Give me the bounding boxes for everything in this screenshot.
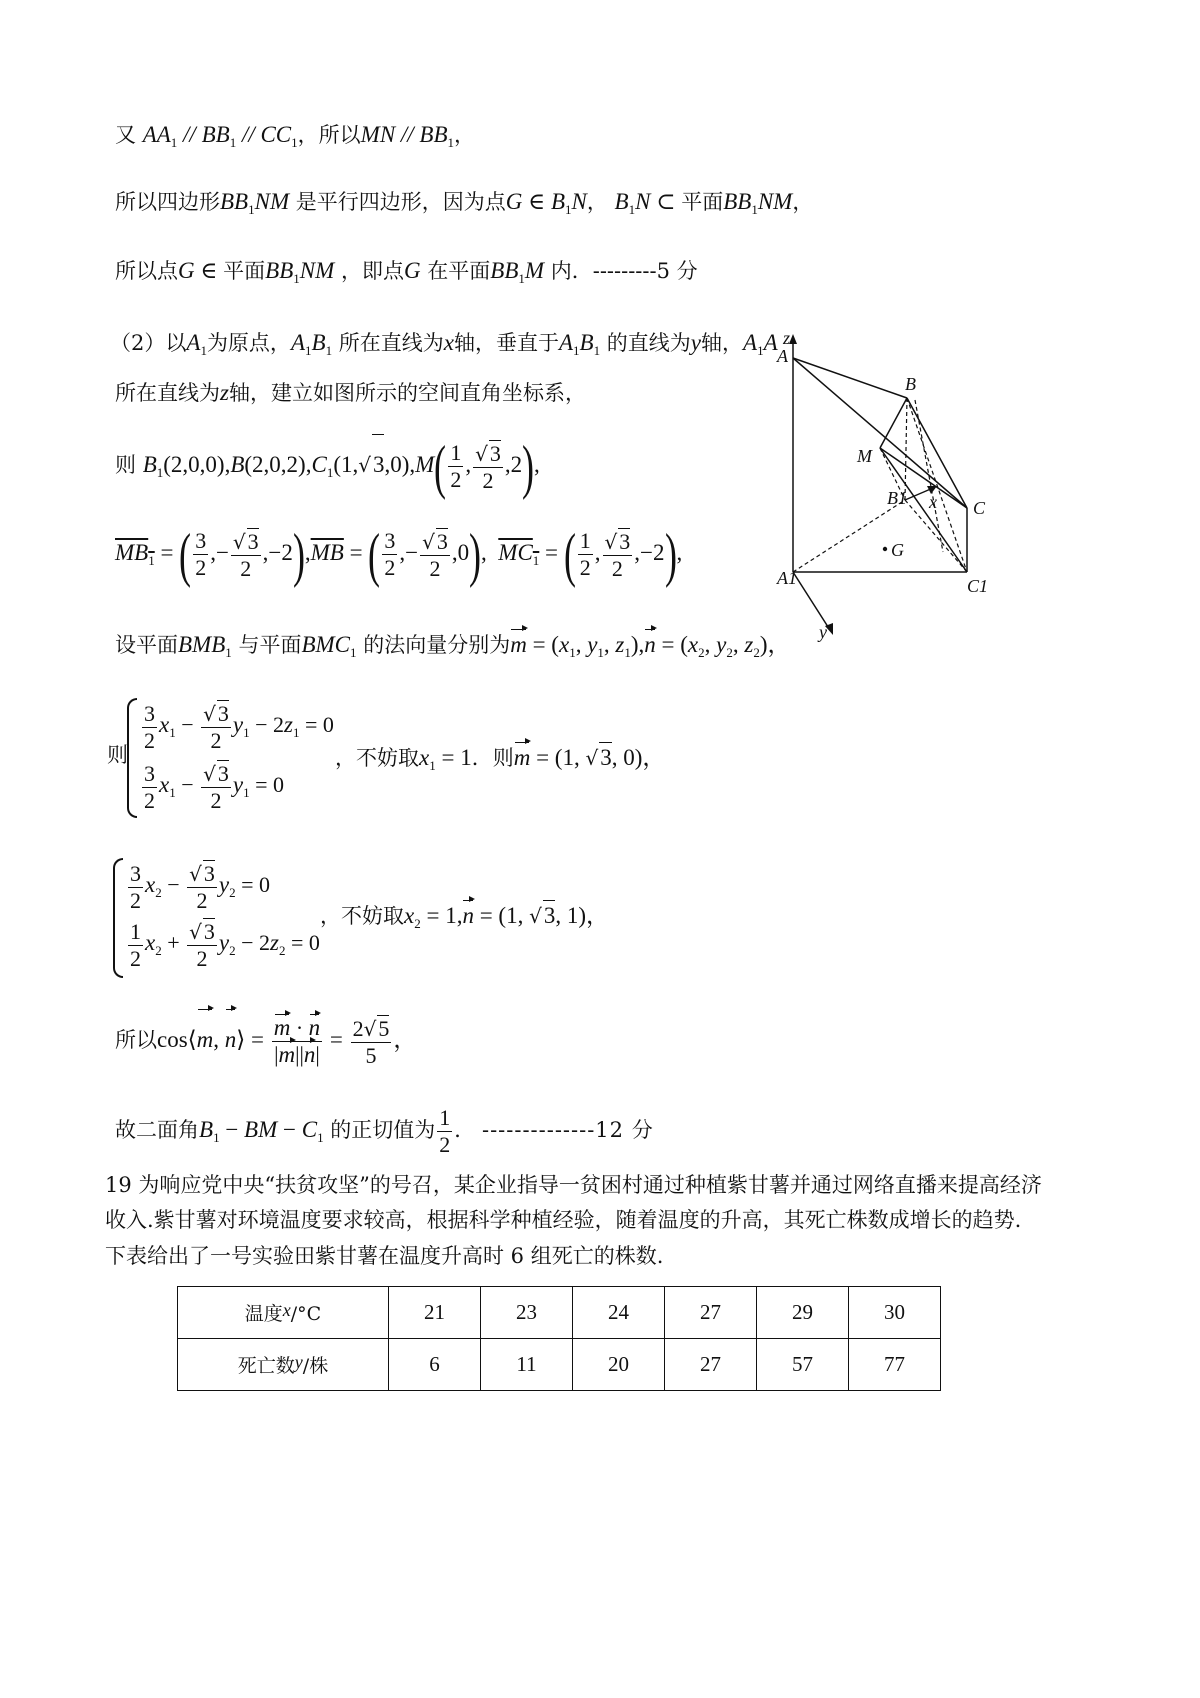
text-segment: 是平行四边形，因为点 [295,190,506,214]
system1-eq2: $\frac{3}{2}$ $x_1$ − $\frac{√3}{2}$ $y_1 = 0$ [144,760,285,813]
text-segment: 内．---------5 分 [550,259,698,283]
data-table [177,1286,941,1391]
header-unit: /株 [302,1355,329,1377]
text-segment: ，不妨取 [320,904,404,928]
text-segment: ，所以 [297,123,361,147]
system1-result: ，不妨取$x_1 = 1$．则m = (1, √3, 0)， [335,742,665,781]
table-cell: 11 [481,1339,573,1391]
row-header-temperature [178,1287,389,1339]
point-g [883,547,887,551]
label-g: G [891,540,904,560]
table-cell: 27 [665,1287,757,1339]
text-segment: 为原点， [206,331,291,355]
system2-eq1: $\frac{3}{2}$ $x_2$ − $\frac{√3}{2}$ $y_2 = 0$ [130,860,271,913]
text-segment: 与平面 [238,633,302,657]
text-segment: 所在直线为 [115,381,220,405]
text-segment: （2）以 [110,331,187,355]
table-cell: 21 [389,1287,481,1339]
text-segment: ，即点 [340,259,404,283]
edge-bc [907,398,967,508]
text-segment: 的法向量分别为 [363,633,511,657]
text-segment: 在平面 [427,259,491,283]
cos-line: 所以cos⟨m, n⟩ = $\frac{m \cdot n}{|m||n|}$ = $\frac{2√5}{5}$ ， [115,1010,416,1070]
edge-bc1 [907,398,967,572]
edge-dashed [915,400,943,552]
header-label: 温度 [244,1303,283,1325]
text-segment: 轴，建立如图所示的空间直角坐标系， [228,381,586,405]
table-cell: 57 [757,1339,849,1391]
text-segment: 则 [115,453,136,477]
label-y: y [819,622,827,642]
text-segment: 所在直线为 [338,331,444,355]
label-c: C [973,498,986,518]
row-header-deaths [178,1339,389,1391]
text-segment: ．则 [471,746,514,770]
edge-ac [793,358,967,508]
text-line-4: （2）以$A_1$为原点，$A_1B_1$ 所在直线为x轴，垂直于$A_1B_1$ 的直线为y轴，$A_1A$ [110,330,778,358]
text-segment: ， [586,190,608,214]
brace [127,698,137,818]
system1-eq1: $\frac{3}{2}$ $x_1$ − $\frac{√3}{2}$ $y_1 - 2z_1 = 0$ [144,700,334,753]
header-variable: x [282,1300,291,1320]
text-segment: ，不妨取 [335,746,419,770]
system2-result: ，不妨取$x_2 = 1,n = (1$, √3, 1)， [320,900,609,939]
system2-eq2: $\frac{1}{2}$ $x_2$ + $\frac{√3}{2}$ $y_2 - 2z_2 = 0$ [130,918,320,971]
table-row [178,1339,941,1391]
edge-a1b1 [793,500,905,572]
edge-mb [880,398,907,448]
label-c1: C1 [967,576,989,596]
text-segment: ， [454,123,476,147]
text-line-2: 所以四边形$BB_1NM$ 是平行四边形，因为点G ∈ $B_1N$， $B_1N$ ⊂ 平面$BB_1NM$， [115,189,814,217]
text-line-1: 又 $AA_1 // BB_1 // CC_1$，所以MN // $BB_1$， [115,122,476,150]
header-label: 死亡数 [237,1355,295,1377]
text-segment: ， [792,190,814,214]
text-line-5: 所在直线为z轴，建立如图所示的空间直角坐标系， [115,380,586,405]
text-segment: 轴，垂直于 [453,331,559,355]
text-segment: 所以点 [115,259,178,283]
text-line-3: 所以点G ∈ 平面$BB_1NM$ ，即点G 在平面$BB_1M$ 内．---------5 分 [115,258,698,286]
table-row [178,1287,941,1339]
table-cell: 6 [389,1339,481,1391]
text-segment: 的正切值为 [330,1118,436,1142]
label-m: M [857,446,872,466]
table-cell: 24 [573,1287,665,1339]
problem19-line3: 下表给出了一号实验田紫甘薯在温度升高时 6 组死亡的株数. [105,1244,664,1268]
header-variable: y [294,1352,303,1372]
score-marker: --------------12 分 [481,1118,654,1142]
text-segment: 所以 [115,1028,157,1052]
brace [113,858,123,978]
table-cell: 77 [849,1339,941,1391]
text-segment: ． [454,1118,476,1142]
normal-vectors-line: 设平面$BMB_1$ 与平面$BMC_1$ 的法向量分别为$m = (x_1$, $y_1$, $z_1),n = (x_2$, $y_2$, $z_2$)， [115,632,791,660]
label-a1: A1 [777,568,797,588]
table-cell: 23 [481,1287,573,1339]
vectors-line: $MB_1$ = ( $\frac{3}{2}$ ,− $\frac{√3}{2}$ $,-2),\overline{MB}$ = ( $\frac{3}{2}$ ,− $\frac{√3}{2}$ ,0), $MC_1$ = ( $\frac{1}{2}$ , $\frac{√3}{2}$ ,−2), [115,521,683,588]
tangent-line: 故二面角$B_1$ − BM − $C_1$ 的正切值为 $\frac{1}{2}$ ． --------------12 分 [115,1105,654,1157]
problem19-line2: 收入.紫甘薯对环境温度要求较高，根据科学种植经验，随着温度的升高，其死亡株数成增长的趋势. [105,1208,1022,1232]
edge-ab [793,358,907,398]
table-cell: 30 [849,1287,941,1339]
problem19-line1: 19 为响应党中央“扶贫攻坚”的号召，某企业指导一贫困村通过种植紫甘薯并通过网络直播来提高经济 [105,1173,1042,1197]
text-segment: 平面 [223,259,266,283]
text-segment: 故二面角 [115,1118,199,1142]
text-segment: 平面 [681,190,724,214]
header-unit: /°C [290,1303,322,1325]
label-b: B [905,374,916,394]
table-cell: 27 [665,1339,757,1391]
text-segment: 所以四边形 [115,190,220,214]
table-cell: 20 [573,1339,665,1391]
coordinates-line: 则 $B_1(2,0,0),B(2,0,2),C_1(1,√3,0),M$( $\frac{1}{2}$ , $\frac{√3}{2}$ ,2), [115,433,540,500]
text-segment: 的直线为 [606,331,691,355]
prism-diagram [775,330,1005,650]
system1-prefix [107,740,128,770]
label-z: z [783,330,791,348]
label-a: A [777,346,788,366]
text-segment: 则 [107,743,128,767]
label-b1: B1 [887,488,907,508]
table-cell: 29 [757,1287,849,1339]
label-x: x [929,492,937,512]
z-arrow [789,334,797,344]
text-segment: 轴， [701,331,743,355]
text-segment: 又 [115,123,136,147]
text-segment: 设平面 [115,633,178,657]
